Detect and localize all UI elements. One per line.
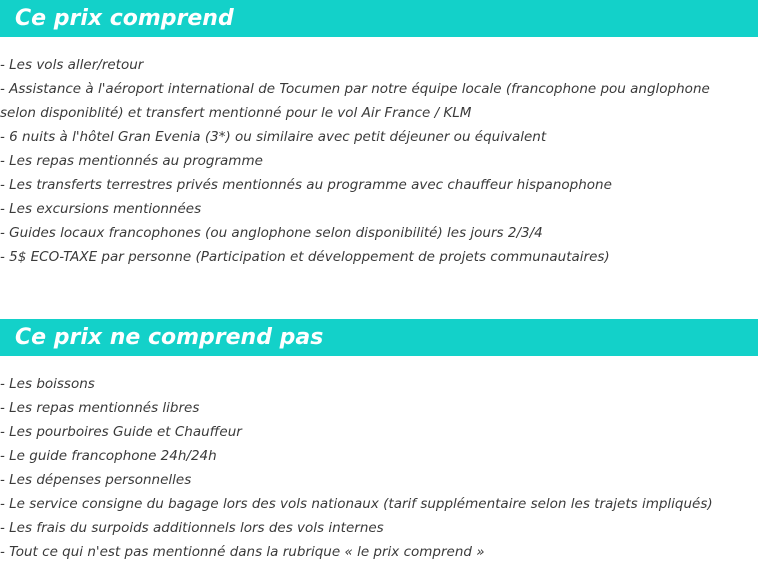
excluded-section-title: Ce prix ne comprend pas xyxy=(15,325,324,350)
excluded-item: - Le service consigne du bagage lors des vols nationaux (tarif supplémentaire selon les trajets impliqués) xyxy=(0,496,713,512)
included-item: - Les transferts terrestres privés mentionnés au programme avec chauffeur hispanophone xyxy=(0,177,612,193)
included-item: - Les excursions mentionnées xyxy=(0,201,202,217)
included-item: - Les vols aller/retour xyxy=(0,57,144,73)
excluded-item: - Les dépenses personnelles xyxy=(0,472,192,488)
excluded-item: - Tout ce qui n'est pas mentionné dans la rubrique « le prix comprend » xyxy=(0,544,485,560)
included-item: - Assistance à l'aéroport international de Tocumen par notre équipe locale (francophone pou anglophone selon disponiblité) et transfert mentionné pour le vol Air France / KLM xyxy=(0,81,710,121)
excluded-item: - Le guide francophone 24h/24h xyxy=(0,448,217,464)
included-item: - 5$ ECO-TAXE par personne (Participation et développement de projets communautaires) xyxy=(0,249,610,265)
included-item: - Guides locaux francophones (ou anglophone selon disponibilité) les jours 2/3/4 xyxy=(0,225,543,241)
excluded-item: - Les pourboires Guide et Chauffeur xyxy=(0,424,242,440)
included-item: - Les repas mentionnés au programme xyxy=(0,153,263,169)
included-section-title: Ce prix comprend xyxy=(15,6,234,31)
included-item: - 6 nuits à l'hôtel Gran Evenia (3*) ou similaire avec petit déjeuner ou équivalent xyxy=(0,129,547,145)
excluded-item: - Les frais du surpoids additionnels lors des vols internes xyxy=(0,520,384,536)
included-items-list xyxy=(0,53,758,269)
excluded-items-list xyxy=(0,372,758,564)
excluded-item: - Les repas mentionnés libres xyxy=(0,400,200,416)
excluded-item: - Les boissons xyxy=(0,376,95,392)
excluded-section-header xyxy=(0,319,758,356)
included-section-header xyxy=(0,0,758,37)
